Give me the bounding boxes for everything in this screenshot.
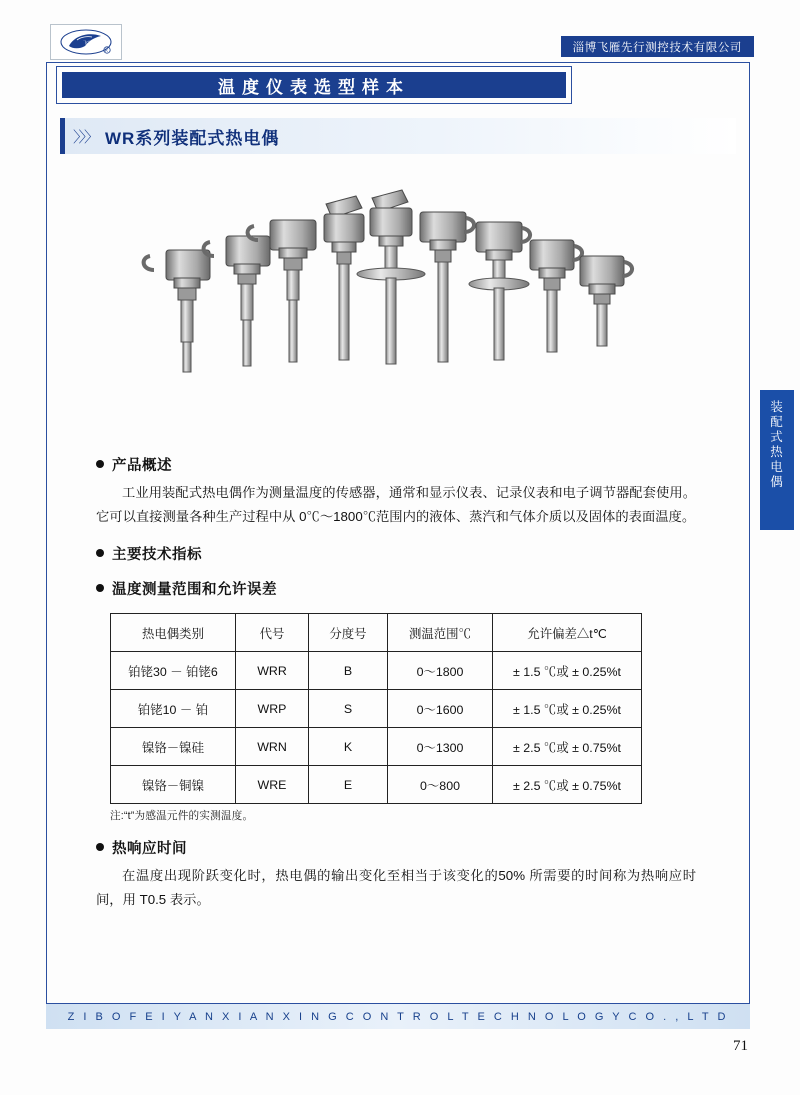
cell-range: 0～1600	[388, 690, 493, 728]
probe-4	[324, 196, 364, 360]
table-note: 注:“t”为感温元件的实测温度。	[110, 810, 254, 822]
main-specs-heading	[96, 543, 696, 564]
document-body	[96, 440, 696, 912]
footer-company-text: Z I B O F E I Y A N X I A N X I N G C O N T R O L T E C H N O L O G Y C O . , L T D	[67, 1010, 729, 1023]
page-header	[0, 0, 800, 62]
company-name-bar	[561, 36, 754, 57]
probe-8	[530, 240, 582, 352]
cell-grade: B	[309, 652, 388, 690]
th-grade: 分度号	[309, 614, 388, 652]
table-header-row	[111, 614, 642, 652]
th-code: 代号	[236, 614, 309, 652]
probe-3	[248, 220, 316, 362]
probe-7	[469, 222, 530, 360]
page-footer	[46, 1003, 750, 1029]
side-tab-char-4: 热	[770, 445, 784, 459]
cell-grade: K	[309, 728, 388, 766]
th-category: 热电偶类别	[111, 614, 236, 652]
side-tab-thermocouple	[760, 390, 794, 530]
thermocouple-group-drawing	[120, 178, 680, 403]
side-tab-char-1: 装	[770, 400, 784, 414]
cell-range: 0～1300	[388, 728, 493, 766]
cell-code: WRP	[236, 690, 309, 728]
cell-tolerance: ± 2.5 ℃或 ± 0.75%t	[493, 728, 642, 766]
product-illustration	[120, 178, 680, 403]
cell-grade: S	[309, 690, 388, 728]
cell-code: WRE	[236, 766, 309, 804]
page-title: 温度仪表选型样本	[218, 77, 410, 98]
svg-text:R: R	[105, 48, 108, 53]
cell-category: 镍铬－铜镍	[111, 766, 236, 804]
table-row	[111, 652, 642, 690]
overview-label: 产品概述	[112, 458, 172, 474]
table-row	[111, 766, 642, 804]
probe-6	[420, 212, 474, 362]
cell-code: WRR	[236, 652, 309, 690]
main-specs-label: 主要技术指标	[112, 547, 202, 563]
cell-grade: E	[309, 766, 388, 804]
cell-tolerance: ± 1.5 ℃或 ± 0.25%t	[493, 652, 642, 690]
cell-range: 0～1800	[388, 652, 493, 690]
probe-5	[357, 190, 425, 364]
overview-heading	[96, 454, 696, 475]
cell-tolerance: ± 2.5 ℃或 ± 0.75%t	[493, 766, 642, 804]
page-number: 71	[733, 1038, 748, 1054]
side-tab-char-5: 电	[770, 460, 784, 474]
bullet-dot-icon	[96, 584, 104, 592]
company-name: 淄博飞雁先行测控技术有限公司	[572, 41, 742, 54]
spec-table-wrapper	[110, 613, 696, 804]
cell-tolerance: ± 1.5 ℃或 ± 0.25%t	[493, 690, 642, 728]
th-tolerance: 允许偏差△t℃	[493, 614, 642, 652]
bullet-dot-icon	[96, 549, 104, 557]
section-heading	[60, 118, 736, 154]
side-tab-char-2: 配	[770, 415, 784, 429]
bullet-dot-icon	[96, 843, 104, 851]
response-heading	[96, 837, 696, 858]
spec-table	[110, 613, 642, 804]
side-tab-char-3: 式	[770, 430, 784, 444]
document-title-banner	[60, 70, 568, 100]
probe-9	[580, 256, 632, 346]
table-row	[111, 690, 642, 728]
company-logo	[50, 24, 122, 60]
range-label: 温度测量范围和允许误差	[112, 582, 277, 598]
cell-category: 铂铑10 － 铂	[111, 690, 236, 728]
th-range: 测温范围℃	[388, 614, 493, 652]
cell-range: 0～800	[388, 766, 493, 804]
feiyan-bird-icon	[59, 29, 113, 55]
bullet-dot-icon	[96, 460, 104, 468]
section-heading-label: WR系列装配式热电偶	[105, 128, 280, 148]
side-tab-char-6: 偶	[770, 475, 784, 489]
range-heading	[96, 578, 696, 599]
cell-code: WRN	[236, 728, 309, 766]
svg-text:飞雁: 飞雁	[83, 41, 94, 47]
chevron-right-icon: 〉〉〉	[73, 127, 98, 146]
cell-category: 铂铑30 － 铂铑6	[111, 652, 236, 690]
cell-category: 镍铬－镍硅	[111, 728, 236, 766]
table-row	[111, 728, 642, 766]
overview-paragraph: 工业用装配式热电偶作为测量温度的传感器，通常和显示仪表、记录仪表和电子调节器配套使用。它可以直接测量各种生产过程中从 0℃～1800℃范围内的液体、蒸汽和气体介质以及固体的表面温度。	[96, 485, 696, 524]
probe-1	[144, 250, 210, 372]
response-label: 热响应时间	[112, 841, 187, 857]
response-paragraph: 在温度出现阶跃变化时，热电偶的输出变化至相当于该变化的50% 所需要的时间称为热响应时间，用 T0.5 表示。	[96, 868, 696, 907]
probe-2	[204, 236, 270, 366]
